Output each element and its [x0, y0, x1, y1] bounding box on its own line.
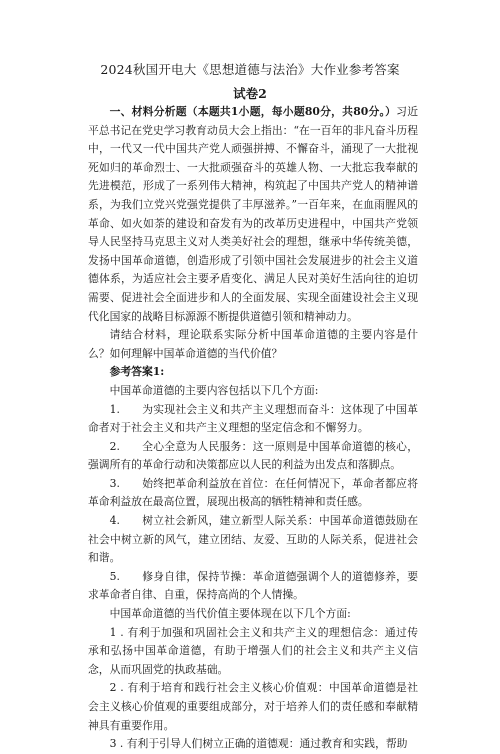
document-body [88, 103, 418, 754]
content-item-3: 3. 始终把革命利益放在首位：在任何情况下，革命者都应将革命利益放在最高位置，展现出极高的牺牲精神和责任感。 [88, 476, 418, 509]
value-item-2: 2 . 有利于培育和践行社会主义核心价值观：中国革命道德是社会主义核心价值观的重要组成部分，对于培养人们的责任感和奉献精神具有重要作用。 [88, 681, 418, 732]
material-paragraph [88, 103, 418, 326]
content-item-4: 4. 树立社会新风，建立新型人际关系：中国革命道德鼓励在社会中树立新的风气，建立团结、友爱、互助的人际关系，促进社会和谐。 [88, 514, 418, 565]
value-item-3: 3 . 有利于引导人们树立正确的道德观：通过教育和实践，帮助 [109, 737, 408, 751]
question-text: 请结合材料，理论联系实际分析中国革命道德的主要内容是什么？如何理解中国革命道德的当代价值？ [88, 328, 418, 360]
question-heading: 一、材料分析题（本题共1小题，每小题80分，共80分。） [109, 105, 397, 118]
content-item-2: 2. 全心全意为人民服务：这一原则是中国革命道德的核心，强调所有的革命行动和决策都应以人民的利益为出发点和落脚点。 [88, 439, 418, 472]
content-item-1: 1. 为实现社会主义和共产主义理想而奋斗：这体现了中国革命者对于社会主义和共产主义理想的坚定信念和不懈努力。 [88, 402, 418, 435]
answer-label: 参考答案1: [109, 365, 165, 379]
document-title: 2024秋国开电大《思想道德与法治》大作业参考答案 [100, 62, 400, 77]
material-text: 习近平总书记在党史学习教育动员大会上指出：“在一百年的非凡奋斗历程中，一代又一代中国共产党人顽强拼搏、不懈奋斗，涌现了一大批视死如归的革命烈士、一大批顽强奋斗的英雄人物、一大批忘我奉献的先进模范，形成了一系列伟大精神，构筑起了中国共产党人的精神谱系，为我们立党兴党强党提供了丰厚滋养。”一百年来，在血雨腥风的革命、如火如荼的建设和奋发有为的改革历史进程中，中国共产党领导人民坚持马克思主义对人类美好社会的理想，继承中华传统美德，发扬中国革命道德，创造形成了引领中国社会发展进步的社会主义道德体系，为适应社会主要矛盾变化、满足人民对美好生活向往的迫切需要、促进社会全面进步和人的全面发展、实现全面建设社会主义现代化国家的战略目标源源不断提供道德引领和精神动力。 [88, 105, 418, 323]
exam-paper-label: 试卷2 [233, 86, 267, 101]
content-item-5: 5. 修身自律，保持节操：革命道德强调个人的道德修养，要求革命者自律、自重，保持高尚的个人情操。 [88, 569, 418, 602]
value-intro: 中国革命道德的当代价值主要体现在以下几个方面: [109, 607, 351, 621]
value-item-1: 1 . 有利于加强和巩固社会主义和共产主义的理想信念：通过传承和弘扬中国革命道德，有助于增强人们的社会主义和共产主义信念，从而巩固党的执政基础。 [88, 625, 418, 676]
content-intro: 中国革命道德的主要内容包括以下几个方面: [109, 383, 319, 397]
